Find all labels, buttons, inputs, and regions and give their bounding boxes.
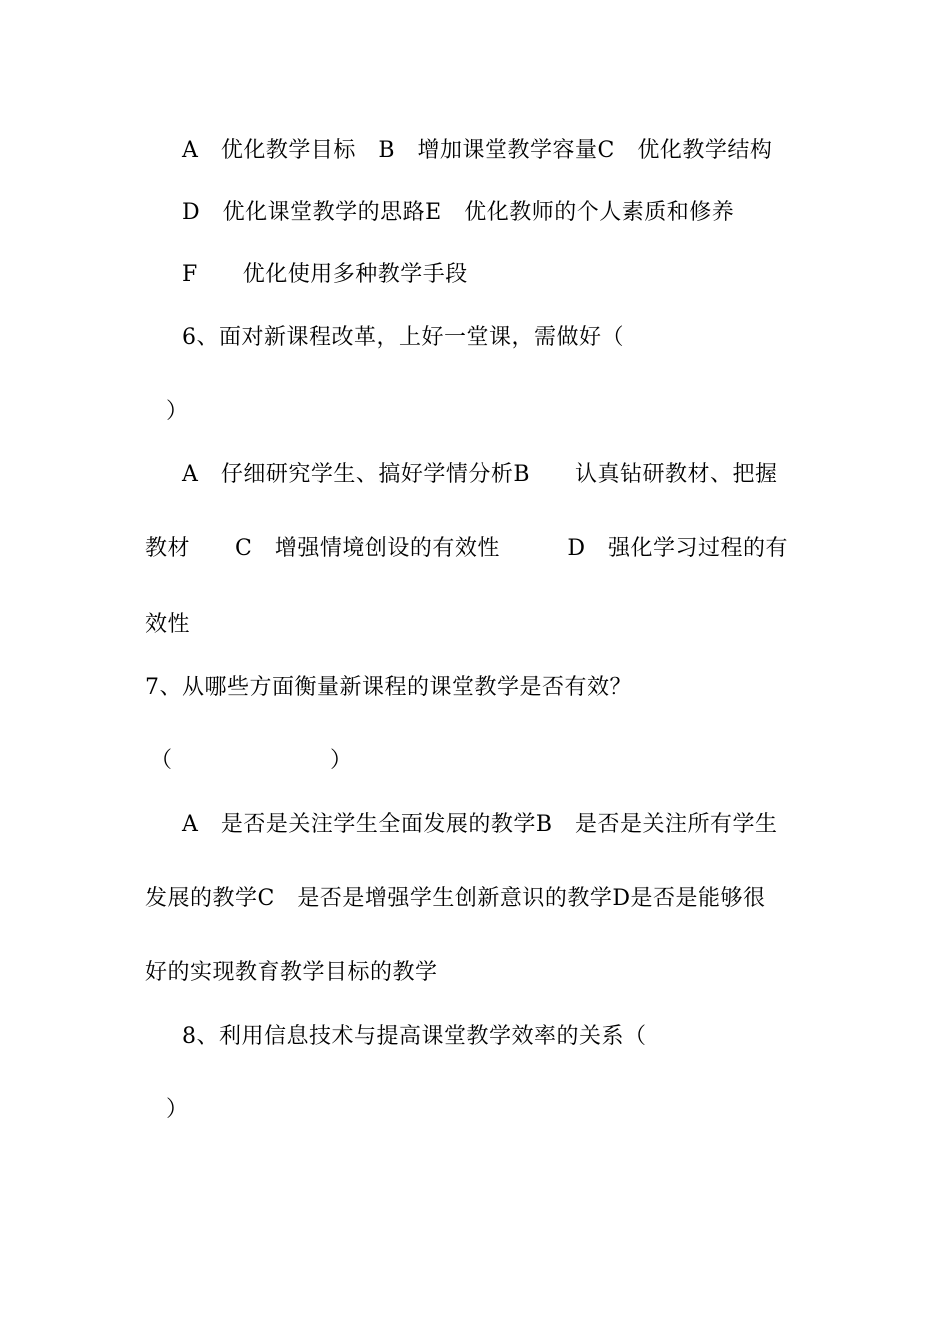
question-6-option-line-2: 教材 C 增强情境创设的有效性 D 强化学习过程的有 (145, 536, 788, 561)
question-8-bracket: ） (166, 1097, 189, 1122)
question-7-option-line-2: 发展的教学C 是否是增强学生创新意识的教学D是否是能够很 (145, 886, 766, 911)
question-7: 7、从哪些方面衡量新课程的课堂教学是否有效？ (145, 675, 632, 700)
question-6-bracket: ） (166, 399, 189, 424)
question-7-bracket: （ ） (150, 748, 353, 773)
question-6-option-line-3: 效性 (145, 612, 191, 637)
question-6: 6、面对新课程改革，上好一堂课，需做好（ (182, 325, 624, 350)
question-7-option-line-1: A 是否是关注学生全面发展的教学B 是否是关注所有学生 (182, 812, 778, 837)
text-line-2: D 优化课堂教学的思路E 优化教师的个人素质和修养 (182, 200, 735, 225)
question-8: 8、利用信息技术与提高课堂教学效率的关系（ (182, 1024, 647, 1049)
text-line-3: F 优化使用多种教学手段 (182, 262, 468, 287)
question-7-option-line-3: 好的实现教育教学目标的教学 (145, 960, 438, 985)
question-6-option-line-1: A 仔细研究学生、搞好学情分析B 认真钻研教材、把握 (182, 462, 778, 487)
text-line-1: A 优化教学目标 B 增加课堂教学容量C 优化教学结构 (182, 138, 773, 163)
